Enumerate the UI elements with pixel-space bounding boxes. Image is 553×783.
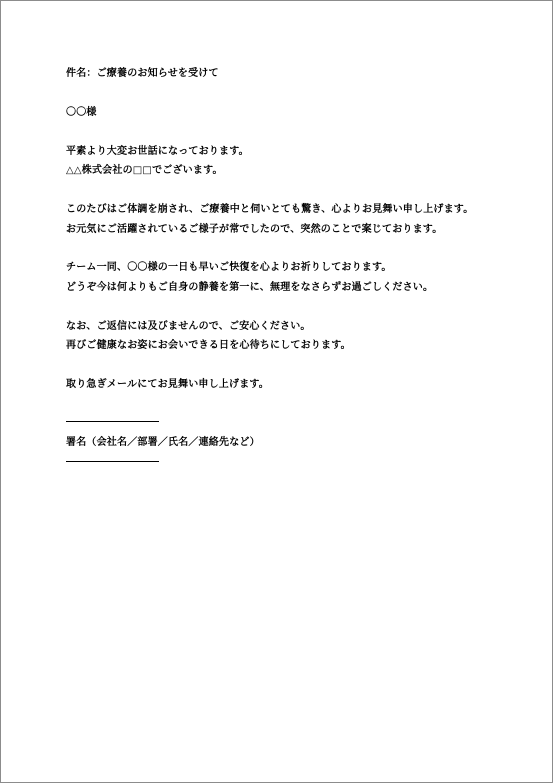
greeting-line-2: △△株式会社の□□でございます。 [66, 165, 223, 176]
greeting-line-1: 平素より大変お世話になっております。 [66, 146, 249, 157]
signature-divider-top [66, 421, 159, 422]
signature-divider-bottom [66, 461, 159, 462]
paragraph3-line-2: 再びご健康なお姿にお会いできる日を心待ちにしております。 [66, 340, 351, 351]
signature-placeholder: 署名（会社名／部署／氏名／連絡先など） [66, 437, 260, 448]
paragraph2-line-1: チーム一同、〇〇様の一日も早いご快復を心よりお祈りしております。 [66, 262, 392, 273]
closing-line: 取り急ぎメールにてお見舞い申し上げます。 [66, 379, 269, 390]
paragraph1-line-1: このたびはご体調を崩され、ご療養中と伺いとても驚き、心よりお見舞い申し上げます。 [66, 204, 474, 215]
paragraph2-line-2: どうぞ今は何よりもご自身の静養を第一に、無理をなさらずお過ごしください。 [66, 282, 434, 293]
paragraph1-line-2: お元気にご活躍されているご様子が常でしたので、突然のことで案じております。 [66, 224, 443, 235]
email-subject: 件名：ご療養のお知らせを受けて [66, 68, 219, 79]
paragraph3-line-1: なお、ご返信には及びませんので、ご安心ください。 [66, 321, 311, 332]
recipient-name: 〇〇様 [66, 107, 97, 118]
